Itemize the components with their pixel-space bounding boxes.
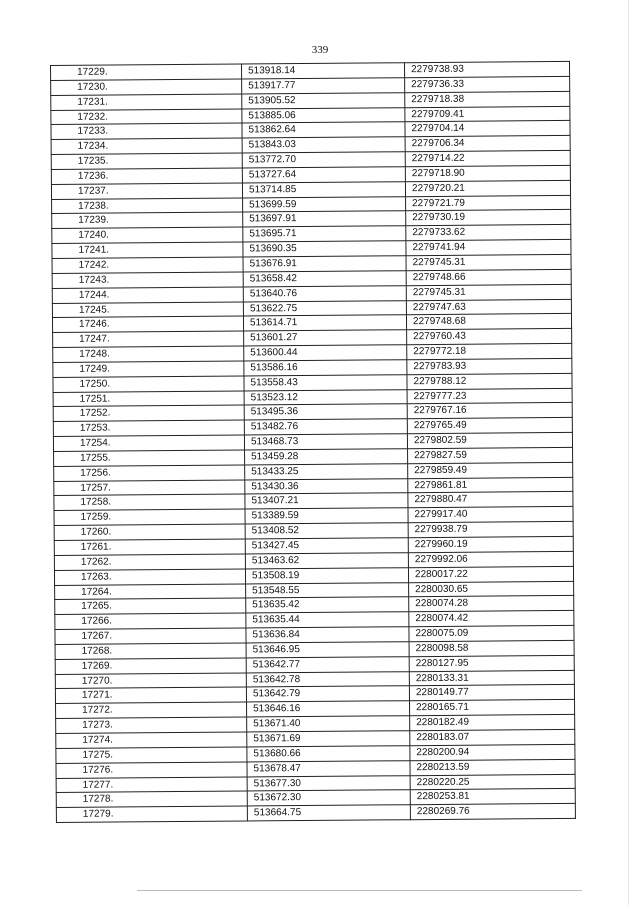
northing-cell: 2280074.28 (409, 596, 574, 612)
point-number-cell: 17248. (53, 346, 244, 362)
point-number-cell: 17265. (55, 598, 246, 614)
easting-cell: 513642.77 (246, 656, 409, 672)
northing-cell: 2279714.22 (405, 150, 570, 166)
northing-cell: 2279960.19 (408, 536, 573, 552)
northing-cell: 2279741.94 (406, 240, 571, 256)
point-number-cell: 17243. (52, 272, 243, 288)
point-number-cell: 17249. (53, 361, 244, 377)
point-number-cell: 17235. (51, 153, 242, 169)
northing-cell: 2279747.63 (406, 299, 571, 315)
point-number-cell: 17278. (56, 791, 247, 807)
point-number-cell: 17263. (54, 569, 245, 585)
northing-cell: 2280183.07 (410, 729, 575, 745)
easting-cell: 513642.78 (246, 671, 409, 687)
point-number-cell: 17253. (53, 420, 244, 436)
easting-cell: 513389.59 (245, 508, 408, 524)
northing-cell: 2280074.42 (409, 611, 574, 627)
easting-cell: 513714.85 (242, 181, 405, 197)
easting-cell: 513459.28 (245, 449, 408, 465)
easting-cell: 513697.91 (243, 211, 406, 227)
easting-cell: 513548.55 (246, 582, 409, 598)
easting-cell: 513586.16 (244, 360, 407, 376)
coordinate-table-container (50, 61, 576, 823)
point-number-cell: 17268. (55, 643, 246, 659)
point-number-cell: 17275. (56, 747, 247, 763)
point-number-cell: 17251. (53, 391, 244, 407)
northing-cell: 2280098.58 (409, 640, 574, 656)
coordinate-table (50, 61, 576, 823)
easting-cell: 513614.71 (243, 315, 406, 331)
northing-cell: 2279788.12 (407, 373, 572, 389)
northing-cell: 2280269.76 (410, 804, 575, 820)
northing-cell: 2279783.93 (407, 358, 572, 374)
easting-cell: 513408.52 (245, 523, 408, 539)
northing-cell: 2279748.66 (406, 269, 571, 285)
point-number-cell: 17234. (51, 138, 242, 154)
easting-cell: 513671.40 (247, 716, 410, 732)
point-number-cell: 17245. (52, 301, 243, 317)
point-number-cell: 17279. (56, 806, 247, 822)
easting-cell: 513727.64 (242, 167, 405, 183)
point-number-cell: 17250. (53, 376, 244, 392)
easting-cell: 513640.76 (243, 285, 406, 301)
point-number-cell: 17272. (56, 702, 247, 718)
northing-cell: 2280030.65 (409, 581, 574, 597)
northing-cell: 2279861.81 (408, 477, 573, 493)
point-number-cell: 17257. (54, 480, 245, 496)
northing-cell: 2280149.77 (409, 685, 574, 701)
point-number-cell: 17259. (54, 509, 245, 525)
northing-cell: 2280253.81 (410, 789, 575, 805)
point-number-cell: 17247. (53, 331, 244, 347)
point-number-cell: 17274. (56, 732, 247, 748)
point-number-cell: 17237. (51, 183, 242, 199)
point-number-cell: 17273. (56, 717, 247, 733)
point-number-cell: 17236. (51, 168, 242, 184)
northing-cell: 2279704.14 (405, 121, 570, 137)
easting-cell: 513917.77 (242, 78, 405, 94)
point-number-cell: 17277. (56, 776, 247, 792)
easting-cell: 513601.27 (244, 330, 407, 346)
easting-cell: 513918.14 (241, 63, 404, 79)
point-number-cell: 17256. (54, 465, 245, 481)
point-number-cell: 17266. (55, 613, 246, 629)
easting-cell: 513905.52 (242, 92, 405, 108)
easting-cell: 513622.75 (243, 300, 406, 316)
point-number-cell: 17239. (52, 212, 243, 228)
northing-cell: 2279777.23 (407, 388, 572, 404)
northing-cell: 2280220.25 (410, 774, 575, 790)
point-number-cell: 17271. (55, 687, 246, 703)
point-number-cell: 17276. (56, 762, 247, 778)
point-number-cell: 17264. (55, 584, 246, 600)
northing-cell: 2280075.09 (409, 625, 574, 641)
northing-cell: 2279730.19 (406, 210, 571, 226)
easting-cell: 513427.45 (245, 538, 408, 554)
easting-cell: 513558.43 (244, 374, 407, 390)
easting-cell: 513635.44 (246, 612, 409, 628)
easting-cell: 513862.64 (242, 122, 405, 138)
coordinate-table-body (51, 61, 576, 822)
easting-cell: 513677.30 (247, 775, 410, 791)
northing-cell: 2280200.94 (410, 744, 575, 760)
northing-cell: 2279745.31 (406, 284, 571, 300)
point-number-cell: 17261. (54, 539, 245, 555)
point-number-cell: 17232. (51, 109, 242, 125)
point-number-cell: 17252. (53, 405, 244, 421)
northing-cell: 2279880.47 (408, 492, 573, 508)
northing-cell: 2279767.16 (407, 403, 572, 419)
easting-cell: 513482.76 (244, 419, 407, 435)
easting-cell: 513676.91 (243, 256, 406, 272)
easting-cell: 513843.03 (242, 137, 405, 153)
northing-cell: 2280133.31 (409, 670, 574, 686)
point-number-cell: 17240. (52, 227, 243, 243)
easting-cell: 513646.16 (247, 701, 410, 717)
easting-cell: 513658.42 (243, 271, 406, 287)
northing-cell: 2279827.59 (408, 447, 573, 463)
point-number-cell: 17244. (52, 287, 243, 303)
easting-cell: 513508.19 (245, 567, 408, 583)
easting-cell: 513678.47 (247, 760, 410, 776)
northing-cell: 2279718.90 (405, 165, 570, 181)
northing-cell: 2279772.18 (407, 343, 572, 359)
northing-cell: 2279765.49 (407, 418, 572, 434)
table-row (56, 804, 575, 823)
easting-cell: 513433.25 (245, 463, 408, 479)
northing-cell: 2279721.79 (406, 195, 571, 211)
northing-cell: 2280213.59 (410, 759, 575, 775)
point-number-cell: 17233. (51, 123, 242, 139)
point-number-cell: 17231. (51, 94, 242, 110)
easting-cell: 513407.21 (245, 493, 408, 509)
point-number-cell: 17258. (54, 494, 245, 510)
point-number-cell: 17255. (54, 450, 245, 466)
northing-cell: 2279706.34 (405, 136, 570, 152)
easting-cell: 513523.12 (244, 389, 407, 405)
easting-cell: 513885.06 (242, 107, 405, 123)
easting-cell: 513664.75 (247, 805, 410, 821)
point-number-cell: 17262. (54, 554, 245, 570)
easting-cell: 513430.36 (245, 478, 408, 494)
point-number-cell: 17270. (55, 673, 246, 689)
northing-cell: 2279718.38 (405, 91, 570, 107)
northing-cell: 2279738.93 (404, 61, 569, 77)
easting-cell: 513642.79 (246, 686, 409, 702)
scan-edge-line (628, 0, 629, 905)
northing-cell: 2280017.22 (408, 566, 573, 582)
easting-cell: 513671.69 (247, 731, 410, 747)
easting-cell: 513600.44 (244, 345, 407, 361)
northing-cell: 2279859.49 (408, 462, 573, 478)
easting-cell: 513495.36 (244, 404, 407, 420)
point-number-cell: 17260. (54, 524, 245, 540)
easting-cell: 513672.30 (247, 790, 410, 806)
point-number-cell: 17267. (55, 628, 246, 644)
easting-cell: 513636.84 (246, 627, 409, 643)
northing-cell: 2279917.40 (408, 507, 573, 523)
northing-cell: 2279748.68 (406, 314, 571, 330)
easting-cell: 513695.71 (243, 226, 406, 242)
page-number: 339 (311, 44, 329, 56)
northing-cell: 2279733.62 (406, 225, 571, 241)
northing-cell: 2279709.41 (405, 106, 570, 122)
easting-cell: 513463.62 (245, 553, 408, 569)
point-number-cell: 17229. (51, 64, 242, 80)
northing-cell: 2280182.49 (410, 715, 575, 731)
northing-cell: 2279745.31 (406, 254, 571, 270)
northing-cell: 2279760.43 (407, 329, 572, 345)
point-number-cell: 17242. (52, 257, 243, 273)
point-number-cell: 17269. (55, 658, 246, 674)
easting-cell: 513699.59 (243, 196, 406, 212)
bottom-rule (137, 890, 582, 891)
point-number-cell: 17238. (52, 198, 243, 214)
northing-cell: 2279992.06 (408, 551, 573, 567)
northing-cell: 2280165.71 (410, 700, 575, 716)
point-number-cell: 17254. (53, 435, 244, 451)
easting-cell: 513468.73 (244, 434, 407, 450)
easting-cell: 513690.35 (243, 241, 406, 257)
easting-cell: 513635.42 (246, 597, 409, 613)
point-number-cell: 17241. (52, 242, 243, 258)
easting-cell: 513680.66 (247, 746, 410, 762)
point-number-cell: 17230. (51, 79, 242, 95)
point-number-cell: 17246. (52, 316, 243, 332)
northing-cell: 2280127.95 (409, 655, 574, 671)
northing-cell: 2279938.79 (408, 522, 573, 538)
northing-cell: 2279736.33 (405, 76, 570, 92)
northing-cell: 2279802.59 (407, 433, 572, 449)
easting-cell: 513646.95 (246, 642, 409, 658)
easting-cell: 513772.70 (242, 152, 405, 168)
northing-cell: 2279720.21 (405, 180, 570, 196)
